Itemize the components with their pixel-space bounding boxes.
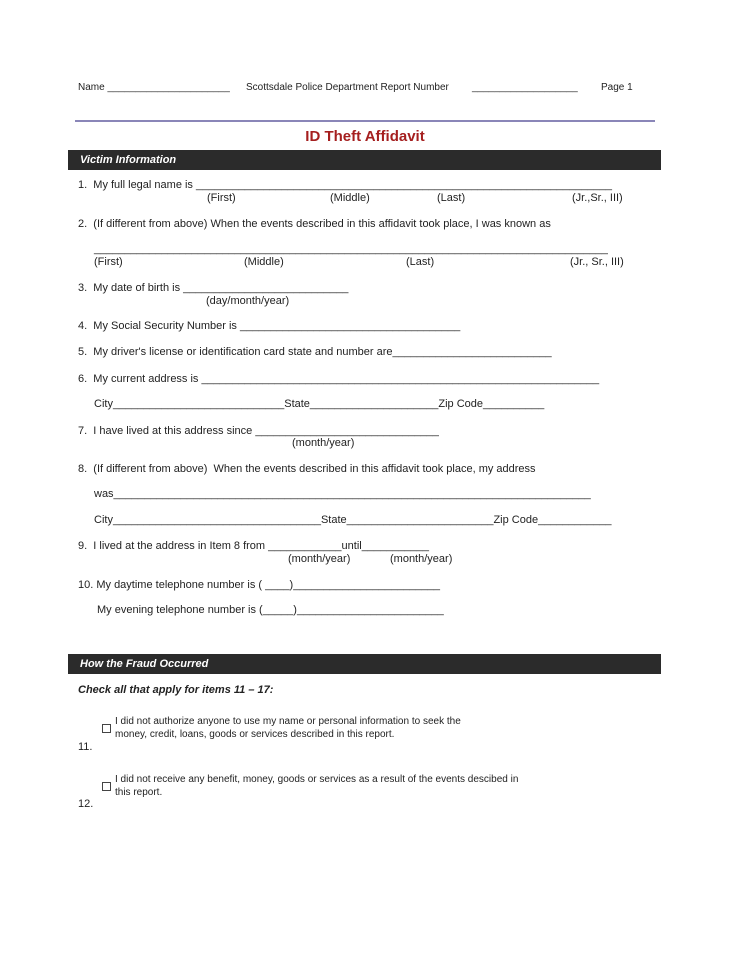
q1-last-label: (Last) xyxy=(437,192,466,204)
header-divider xyxy=(75,120,655,122)
q7-lived-since[interactable]: 7. I have lived at this address since ______________________________ xyxy=(78,425,439,437)
q9-until-label: (month/year) xyxy=(390,553,453,565)
q10-daytime-phone[interactable]: 10. My daytime telephone number is ( ____)________________________ xyxy=(78,579,441,591)
check-all-instructions: Check all that apply for items 11 – 17: xyxy=(78,684,274,696)
item11-checkbox[interactable] xyxy=(102,724,111,733)
item11-text-line2: money, credit, loans, goods or services described in this report. xyxy=(115,729,395,740)
item12-text-line2: this report. xyxy=(115,787,163,798)
q6-current-address[interactable]: 6. My current address is _________________________________________________________________ xyxy=(78,373,600,385)
name-field[interactable]: Name ______________________ xyxy=(78,82,230,93)
q5-drivers-license[interactable]: 5. My driver's license or identification card state and number are__________________________ xyxy=(78,346,552,358)
q6-city-state-zip[interactable]: City____________________________State_____________________Zip Code__________ xyxy=(94,398,545,410)
q2-former-name-line[interactable]: ____________________________________________________________________________________ xyxy=(94,243,608,255)
q1-full-legal-name[interactable]: 1. My full legal name is ____________________________________________________________________ xyxy=(78,179,612,191)
page-number: Page 1 xyxy=(601,82,633,93)
q7-month-year-label: (month/year) xyxy=(292,437,355,449)
q9-lived-at-address[interactable]: 9. I lived at the address in Item 8 from ____________until___________ xyxy=(78,540,430,552)
q3-date-of-birth[interactable]: 3. My date of birth is ___________________________ xyxy=(78,282,349,294)
q1-middle-label: (Middle) xyxy=(330,192,370,204)
item12-number: 12. xyxy=(78,798,94,810)
report-number-label: Scottsdale Police Department Report Number xyxy=(246,82,449,93)
q8-former-address: 8. (If different from above) When the events described in this affidavit took place, my address xyxy=(78,463,536,475)
q1-first-label: (First) xyxy=(207,192,236,204)
q2-first-label: (First) xyxy=(94,256,123,268)
q3-date-format-label: (day/month/year) xyxy=(206,295,290,307)
page-title: ID Theft Affidavit xyxy=(305,128,425,145)
section-how-fraud-occurred: How the Fraud Occurred xyxy=(68,654,661,674)
item11-number: 11. xyxy=(78,741,93,753)
q1-suffix-label: (Jr.,Sr., III) xyxy=(572,192,623,204)
q2-suffix-label: (Jr., Sr., III) xyxy=(570,256,624,268)
q2-last-label: (Last) xyxy=(406,256,435,268)
q9-from-label: (month/year) xyxy=(288,553,351,565)
q4-ssn[interactable]: 4. My Social Security Number is ____________________________________ xyxy=(78,320,461,332)
item12-text-line1: I did not receive any benefit, money, goods or services as a result of the events descibed in xyxy=(115,774,519,785)
q8-was-line[interactable]: was______________________________________________________________________________ xyxy=(94,488,591,500)
item11-text-line1: I did not authorize anyone to use my name or personal information to seek the xyxy=(115,716,461,727)
q2-middle-label: (Middle) xyxy=(244,256,284,268)
q2-former-name: 2. (If different from above) When the events described in this affidavit took place, I was known as xyxy=(78,218,551,230)
item12-checkbox[interactable] xyxy=(102,782,111,791)
q8-city-state-zip[interactable]: City__________________________________State________________________Zip Code____________ xyxy=(94,514,612,526)
section-victim-information: Victim Information xyxy=(68,150,661,170)
report-number-field[interactable]: ___________________ xyxy=(472,82,578,93)
q10-evening-phone[interactable]: My evening telephone number is (_____)________________________ xyxy=(97,604,444,616)
